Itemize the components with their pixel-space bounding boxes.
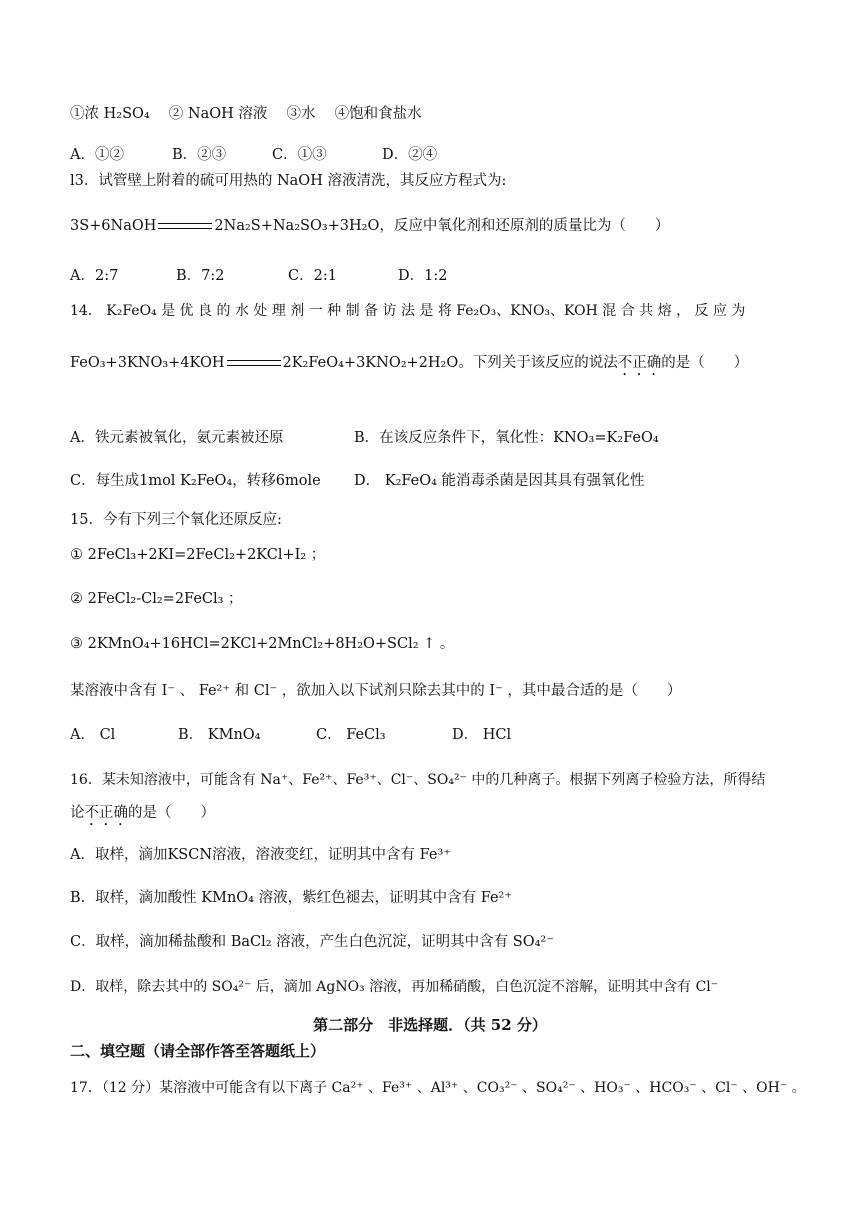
q14-eq-right: 2K₂FeO₄+3KNO₂+2H₂O: [282, 355, 459, 371]
q15-answer-c: C． FeCl₃: [316, 727, 386, 743]
q16-option-a: A．取样，滴加KSCN溶液，溶液变红，证明其中含有 Fe³⁺: [70, 847, 451, 863]
q12-answer-c: C．①③: [272, 147, 327, 163]
q15-answer-a: A． Cl: [70, 727, 116, 743]
q13-equation: [70, 216, 800, 236]
q12-answer-d: D．②④: [382, 147, 438, 163]
q16-stem: 16．某未知溶液中，可能含有 Na⁺、Fe²⁺、Fe³⁺、Cl⁻、SO₄²⁻ 中的几种离子。根据下列离子检验方法，所得结: [70, 772, 766, 788]
q13-answer-d: D．1:2: [398, 268, 448, 284]
q15-answer-b: B． KMnO₄: [178, 727, 261, 743]
q13-answer-b: B．7:2: [176, 268, 225, 284]
q13-eq-tail: ，反应中氧化剂和还原剂的质量比为（ ）: [379, 218, 670, 234]
section2-title: 二、填空题（请全部作答至答题纸上）: [70, 1042, 326, 1060]
q16-stem2-pre: 论: [70, 805, 85, 821]
q16-emphasis: 不正确: [84, 805, 128, 821]
equals-sign: [227, 360, 281, 366]
q14-option-a: A．铁元素被氧化，氨元素被还原: [70, 430, 284, 446]
q13-answer-a: A．2:7: [70, 268, 119, 284]
q13-eq-left: 3S+6NaOH: [70, 218, 157, 234]
q15-question: 某溶液中含有 I⁻ 、 Fe²⁺ 和 Cl⁻ ，欲加入以下试剂只除去其中的 I⁻ ，其中最合适的是（ ）: [70, 683, 682, 699]
q12-answer-b: B．②③: [172, 147, 227, 163]
q14-equation: [70, 353, 800, 379]
q14-option-d: D． K₂FeO₄ 能消毒杀菌是因其具有强氧化性: [354, 473, 645, 489]
q14-option-c: C．每生成1mol K₂FeO₄，转移6mole: [70, 473, 321, 489]
q14-option-b: B．在该反应条件下，氧化性：KNO₃=K₂FeO₄: [354, 430, 659, 446]
q13-eq-right: 2Na₂S+Na₂SO₃+3H₂O: [214, 218, 380, 234]
q12-options-line: ①浓 H₂SO₄ ② NaOH 溶液 ③水 ④饱和食盐水: [70, 106, 422, 122]
q15-reaction-3: ③ 2KMnO₄+16HCl=2KCl+2MnCl₂+8H₂O+SCl₂ ↑ 。: [70, 636, 455, 652]
q16-option-c: C．取样，滴加稀盐酸和 BaCl₂ 溶液，产生白色沉淀，证明其中含有 SO₄²⁻: [70, 934, 554, 950]
q14-emphasis: 不正确: [617, 355, 662, 371]
q17-stem: 17．（12 分）某溶液中可能含有以下离子 Ca²⁺ 、Fe³⁺ 、Al³⁺ 、CO₃²⁻ 、SO₄²⁻ 、HO₃⁻ 、HCO₃⁻ 、Cl⁻ 、OH⁻ 。: [70, 1080, 806, 1096]
q16-option-b: B．取样，滴加酸性 KMnO₄ 溶液，紫红色褪去，证明其中含有 Fe²⁺: [70, 890, 513, 906]
q14-eq-tail-post: 的是（ ）: [661, 355, 749, 371]
q16-option-d: D．取样，除去其中的 SO₄²⁻ 后，滴加 AgNO₃ 溶液，再加稀硝酸，白色沉淀不溶解，证明其中含有 Cl⁻: [70, 979, 719, 995]
q16-stem2-post: 的是（ ）: [128, 805, 215, 821]
q14-eq-tail-pre: 。下列关于该反应的说法: [458, 355, 618, 371]
q15-reaction-1: ① 2FeCl₃+2KI=2FeCl₂+2KCl+I₂ ；: [70, 547, 326, 563]
q15-reaction-2: ② 2FeCl₂-Cl₂=2FeCl₃ ；: [70, 591, 243, 607]
q13-stem: l3．试管壁上附着的硫可用热的 NaOH 溶液清洗，其反应方程式为:: [70, 173, 507, 189]
q15-answer-d: D． HCl: [452, 727, 512, 743]
q15-stem: 15．今有下列三个氧化还原反应:: [70, 512, 282, 528]
q13-answer-c: C．2:1: [288, 268, 337, 284]
q14-stem: 14． K₂FeO₄ 是 优 良 的 水 处 理 剂 一 种 制 备 访 法 是 将 Fe₂O₃、KNO₃、KOH 混 合 共 熔 ， 反 应 为: [70, 303, 746, 319]
part2-title: 第二部分 非选择题．（共 52 分）: [313, 1016, 547, 1034]
equals-sign: [158, 223, 212, 229]
q16-stem-continued: [70, 803, 800, 829]
q12-answer-a: A．①②: [70, 147, 124, 163]
q14-eq-left: FeO₃+3KNO₃+4KOH: [70, 355, 225, 371]
